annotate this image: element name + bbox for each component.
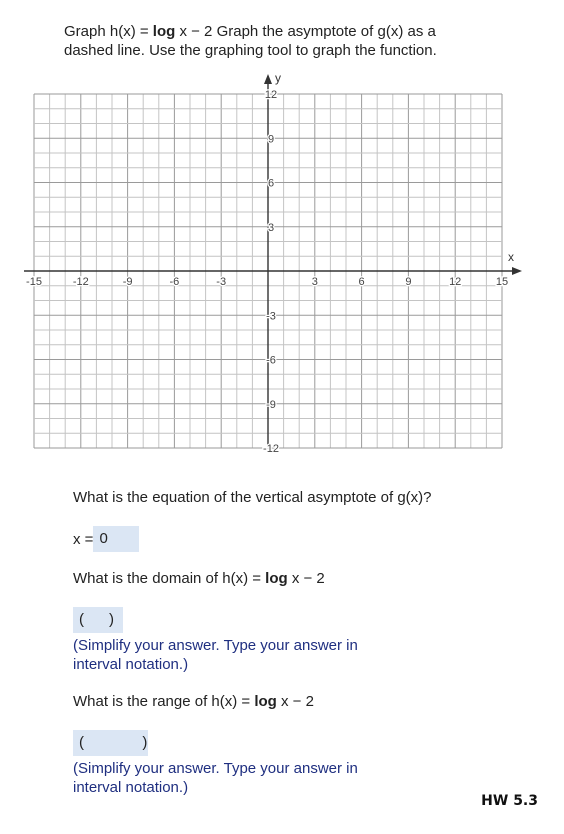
range-question-text: What is the range of h(x) = (73, 693, 255, 710)
domain-question-text: What is the domain of h(x) = (73, 570, 266, 587)
y-tick-label: -3 (266, 310, 276, 323)
y-tick-label: 9 (267, 133, 275, 146)
domain-answer-row (73, 607, 123, 633)
graph-tick-labels (26, 89, 508, 455)
x-tick-label: 3 (311, 276, 318, 288)
graph-axes (24, 74, 522, 448)
y-tick-label: 3 (267, 221, 275, 234)
x-axis-label: x (508, 250, 514, 264)
domain-log-word: log (265, 570, 288, 587)
range-question-text-2: x − 2 (276, 693, 314, 710)
question-asymptote: What is the equation of the vertical asymptote of g(x)? (73, 489, 432, 506)
question-range (73, 693, 314, 710)
range-answer-input[interactable]: ( ) (73, 730, 148, 756)
x-tick-label: 12 (449, 276, 462, 288)
prompt-text-1: Graph h(x) = (64, 23, 153, 40)
asymptote-prefix: x = (73, 530, 94, 548)
y-tick-label: -6 (266, 354, 276, 367)
x-tick-label: -6 (169, 276, 180, 288)
x-tick-label: 15 (495, 276, 509, 288)
range-log-word: log (254, 693, 277, 710)
x-tick-label: -12 (72, 276, 89, 288)
x-tick-label: 9 (405, 276, 412, 288)
y-tick-label: 12 (264, 89, 278, 101)
homework-label: HW 5.3 (481, 793, 538, 809)
x-tick-label: 6 (358, 276, 365, 288)
domain-question-text-2: x − 2 (287, 570, 325, 587)
y-axis-label: y (275, 71, 281, 85)
question-domain (73, 570, 325, 587)
domain-answer-input[interactable]: ( ) (73, 607, 123, 633)
y-tick-label: -9 (266, 398, 276, 411)
x-tick-label: -15 (26, 276, 42, 288)
x-tick-label: -3 (216, 276, 227, 288)
prompt-text-2: x − 2 Graph the asymptote of g(x) as a (175, 23, 436, 40)
y-tick-label: 6 (267, 177, 275, 190)
prompt-text-3: dashed line. Use the graphing tool to graph the function. (64, 42, 437, 59)
y-tick-label: -12 (263, 443, 279, 455)
domain-hint: (Simplify your answer. Type your answer in interval notation.) (73, 637, 358, 673)
range-hint: (Simplify your answer. Type your answer in interval notation.) (73, 760, 358, 796)
prompt-log-word: log (152, 23, 176, 40)
x-axis-arrow-icon (512, 267, 522, 275)
x-tick-label: -9 (122, 276, 133, 288)
y-axis-arrow-icon (264, 74, 272, 84)
asymptote-answer-row (73, 526, 139, 552)
asymptote-answer-input[interactable]: 0 (93, 526, 139, 552)
range-answer-row (73, 730, 148, 756)
